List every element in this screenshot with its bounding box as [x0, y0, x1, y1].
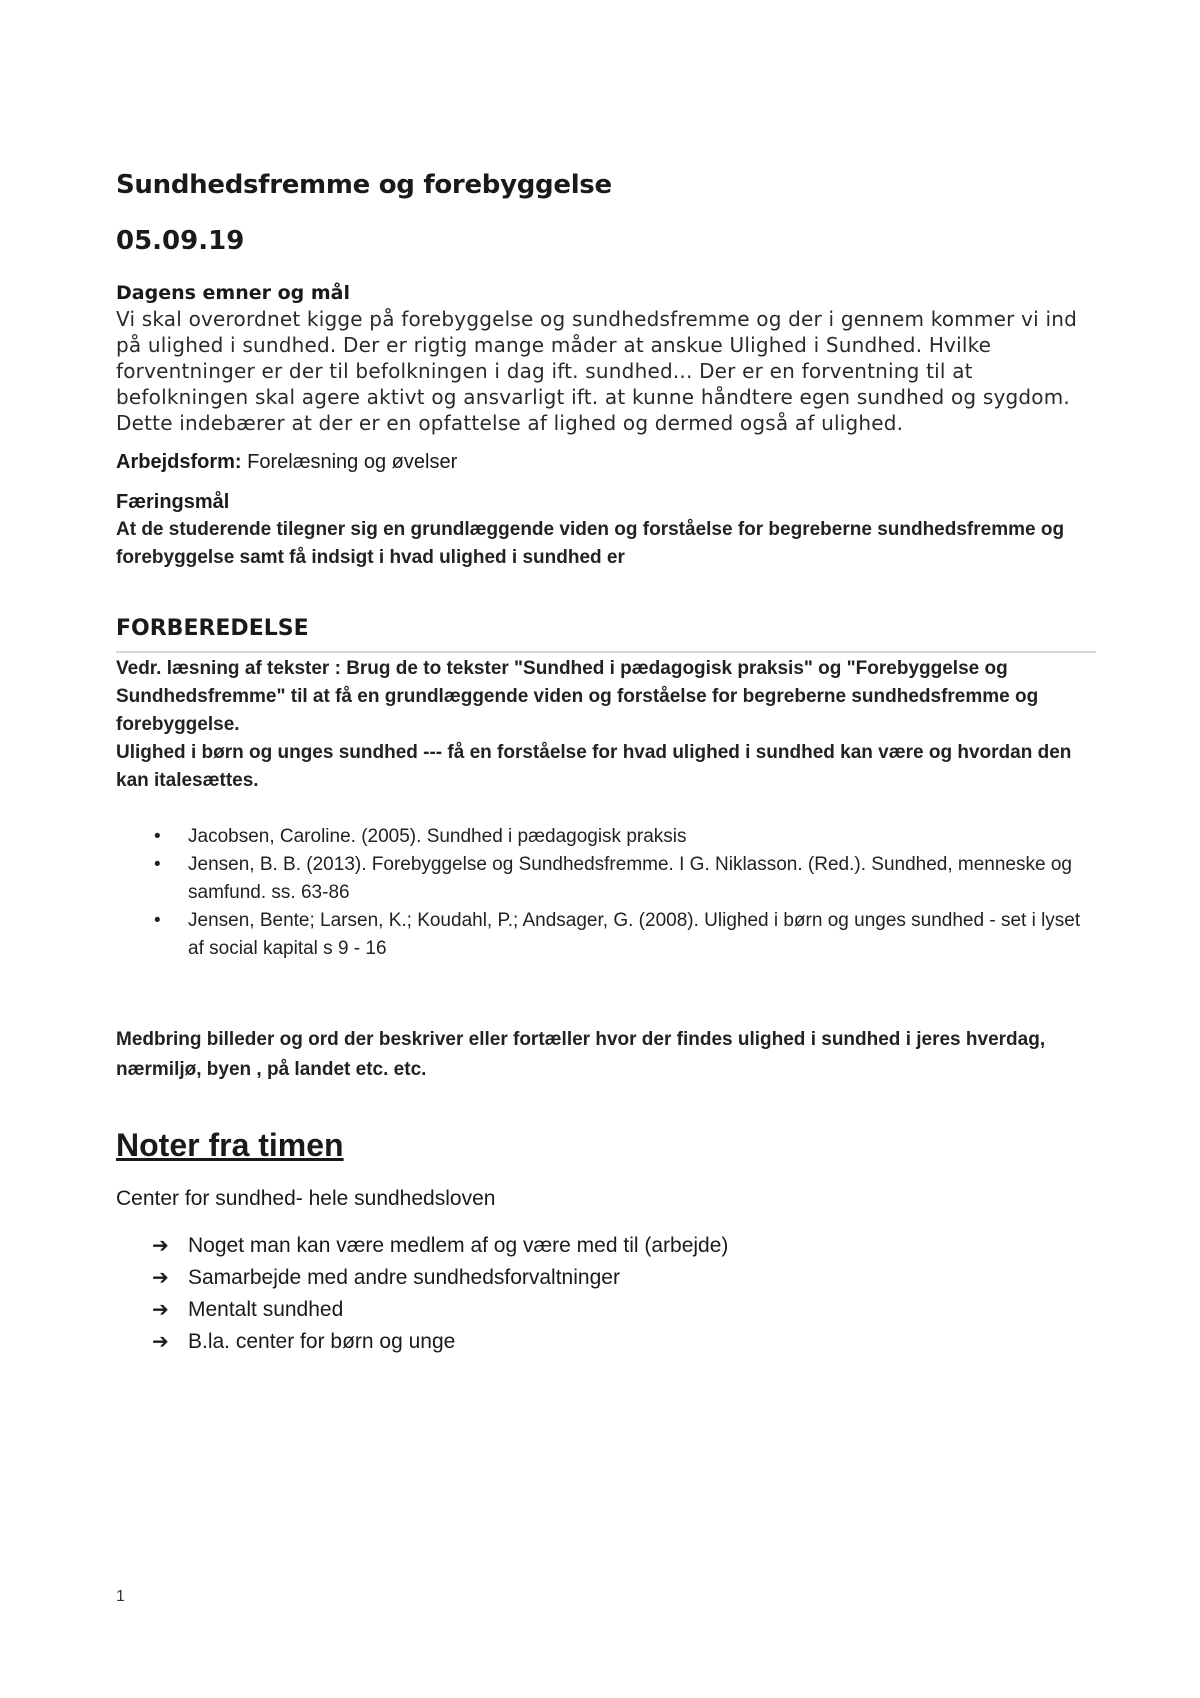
prep-heading: FORBEREDELSE	[116, 616, 1096, 653]
bullet-icon: •	[154, 826, 161, 847]
topics-heading: Dagens emner og mål	[116, 282, 351, 304]
list-item	[116, 1230, 1096, 1262]
arrow-right-icon: ➔	[152, 1235, 169, 1257]
reference-text: Jensen, Bente; Larsen, K.; Koudahl, P.; Andsager, G. (2008). Ulighed i børn og unges sundhed - set i lyset af social kapital s 9 - 16	[188, 910, 1081, 959]
prep-text-1: Vedr. læsning af tekster : Brug de to tekster "Sundhed i pædagogisk praksis" og "Forebyggelse og Sundhedsfremme" til at få en grundlæggende viden og forståelse for begreberne sundhedsfremme og forebyggelse.	[116, 658, 1039, 735]
prep-text-2: Ulighed i børn og unges sundhed --- få en forståelse for hvad ulighed i sundhed kan være og hvordan den kan italesættes.	[116, 742, 1072, 791]
reference-list	[116, 823, 1096, 963]
note-text: Noget man kan være medlem af og være med til (arbejde)	[188, 1234, 729, 1257]
bring-text: Medbring billeder og ord der beskriver eller fortæller hvor der findes ulighed i sundhed i jeres hverdag, nærmiljø, byen , på landet etc. etc.	[116, 1029, 1046, 1080]
topics-text: Vi skal overordnet kigge på forebyggelse og sundhedsfremme og der i gennem kommer vi ind på ulighed i sundhed. Der er rigtig mange måder at anskue Ulighed i Sundhed. Hvilke forventninger er der til befolkningen i dag ift. sundhed... Der er en forventning til at befolkningen skal agere aktivt og ansvarligt ift. at kunne håndtere egen sundhed og sygdom. Dette indebærer at der er en opfattelse af lighed og dermed også af ulighed.	[116, 307, 1077, 435]
notes-heading: Noter fra timen	[116, 1127, 344, 1163]
list-item	[116, 851, 1096, 907]
document-date: 05.09.19	[116, 226, 245, 256]
workform-label: Arbejdsform:	[116, 451, 242, 473]
arrow-right-icon: ➔	[152, 1331, 169, 1353]
notes-list	[116, 1230, 1096, 1358]
document-page	[116, 170, 1096, 1358]
list-item	[116, 1294, 1096, 1326]
center-text: Center for sundhed- hele sundhedsloven	[116, 1187, 496, 1210]
bullet-icon: •	[154, 854, 161, 875]
note-text: B.la. center for børn og unge	[188, 1330, 456, 1353]
goals-text: At de studerende tilegner sig en grundlæggende viden og forståelse for begreberne sundhedsfremme og forebyggelse samt få indsigt i hvad ulighed i sundhed er	[116, 519, 1065, 568]
note-text: Samarbejde med andre sundhedsforvaltninger	[188, 1266, 620, 1289]
workform-value: Forelæsning og øvelser	[241, 451, 458, 473]
list-item	[116, 1326, 1096, 1358]
bullet-icon: •	[154, 910, 161, 931]
reference-text: Jacobsen, Caroline. (2005). Sundhed i pædagogisk praksis	[188, 826, 687, 847]
workform-line	[116, 448, 1096, 476]
list-item	[116, 1262, 1096, 1294]
arrow-right-icon: ➔	[152, 1299, 169, 1321]
list-item	[116, 823, 1096, 851]
list-item	[116, 907, 1096, 963]
goals-heading: Færingsmål	[116, 491, 230, 513]
reference-text: Jensen, B. B. (2013). Forebyggelse og Sundhedsfremme. I G. Niklasson. (Red.). Sundhed, menneske og samfund. ss. 63-86	[188, 854, 1072, 903]
arrow-right-icon: ➔	[152, 1267, 169, 1289]
document-title: Sundhedsfremme og forebyggelse	[116, 170, 612, 200]
note-text: Mentalt sundhed	[188, 1298, 344, 1321]
page-number: 1	[116, 1588, 125, 1605]
